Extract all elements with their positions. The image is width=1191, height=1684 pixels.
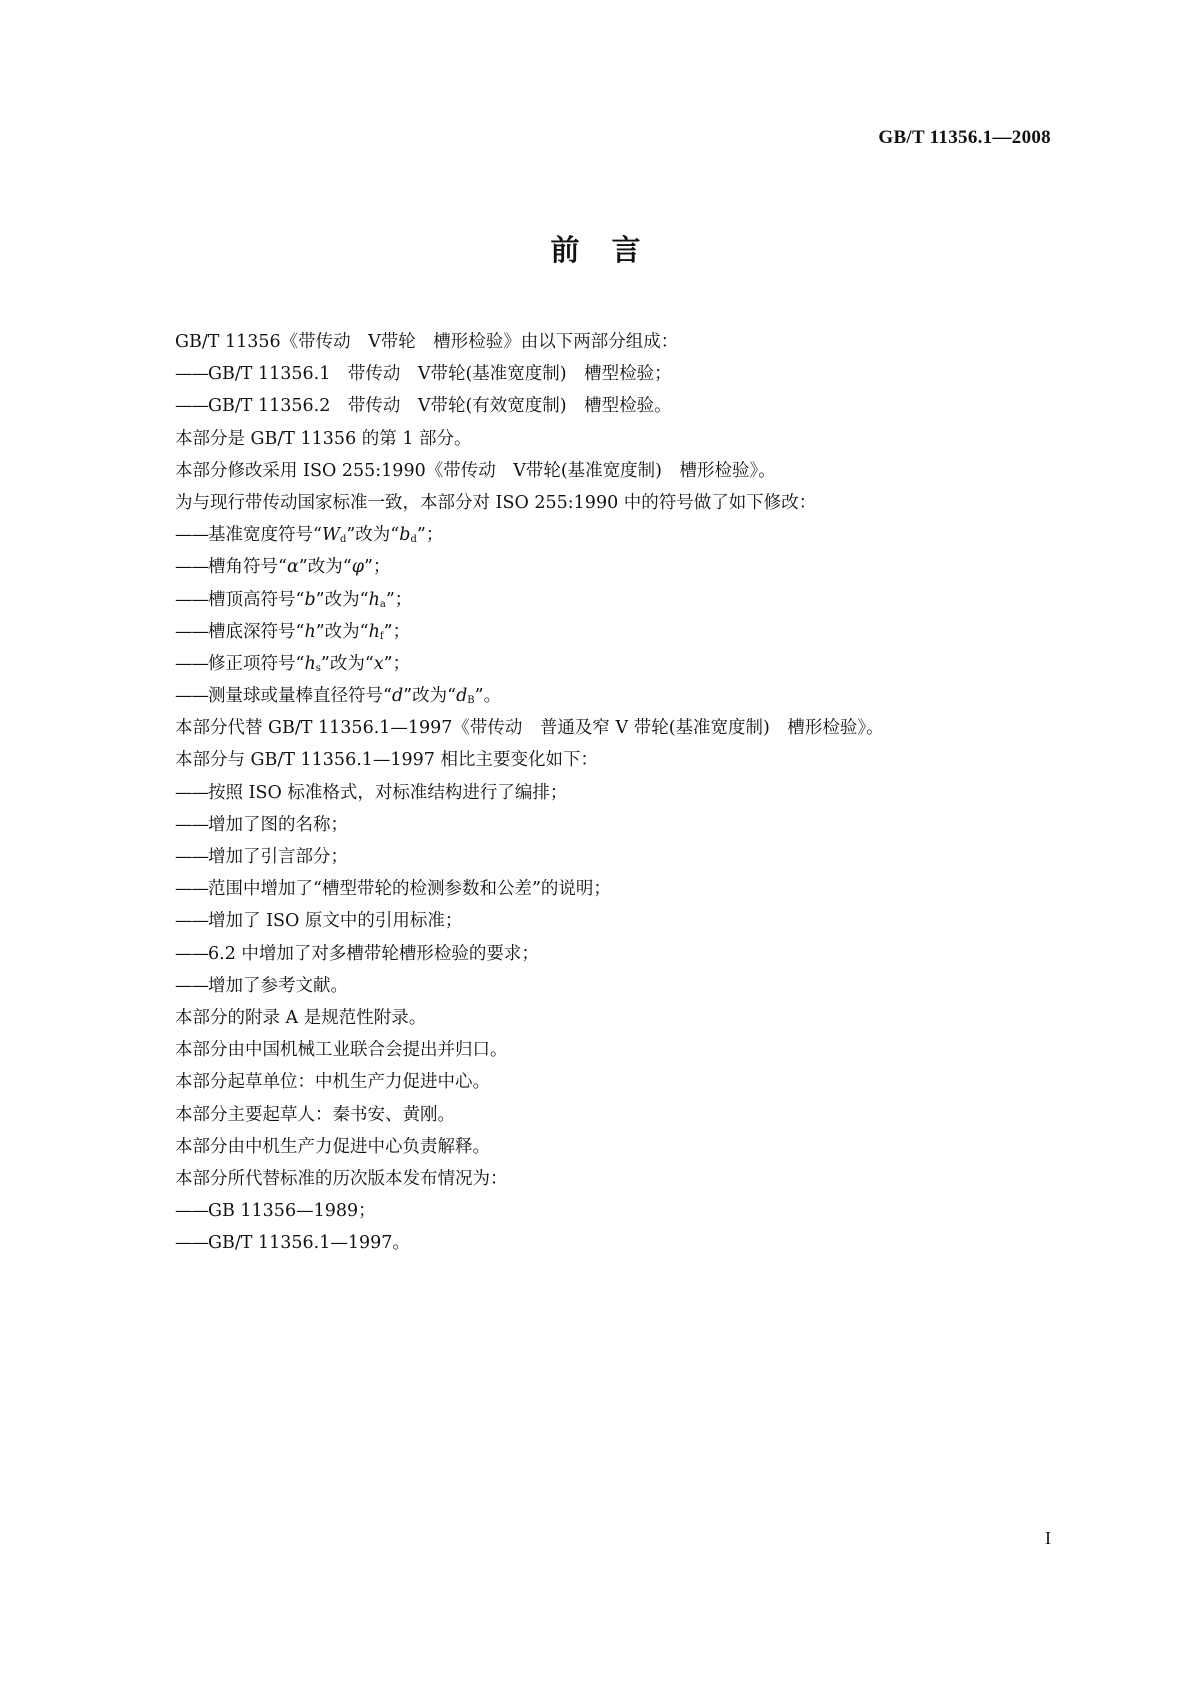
symbol-text-after: ”； [363, 557, 391, 578]
list-item [175, 841, 1055, 873]
new-symbol: x [373, 653, 384, 674]
old-symbol: h [304, 621, 316, 642]
em-dash: —— [175, 1233, 208, 1254]
paragraph: 为与现行带传动国家标准一致，本部分对 ISO 255:1990 中的符号做了如下修改： [175, 492, 817, 513]
list-item [175, 905, 1055, 937]
paragraph: 本部分的附录 A 是规范性附录。 [175, 1007, 427, 1028]
em-dash: —— [175, 589, 208, 610]
symbol-change-item [175, 616, 1055, 648]
symbol-change-item [175, 551, 1055, 583]
old-symbol: b [304, 589, 316, 610]
list-item-text: GB 11356—1989； [208, 1201, 376, 1222]
list-item [175, 873, 1055, 905]
new-symbol-subscript: B [467, 695, 475, 707]
symbol-text-after: ”； [385, 589, 413, 610]
paragraph: 本部分由中国机械工业联合会提出并归口。 [175, 1040, 508, 1061]
symbol-text-before: 槽角符号“ [208, 557, 287, 578]
em-dash: —— [175, 911, 208, 932]
new-symbol: d [456, 686, 468, 707]
list-item [175, 809, 1055, 841]
paragraph: 本部分起草单位：中机生产力促进中心。 [175, 1072, 490, 1093]
old-symbol: W [321, 525, 340, 546]
list-item [175, 1195, 1055, 1227]
old-symbol-subscript: d [339, 534, 347, 546]
old-symbol: α [286, 557, 299, 578]
symbol-text-mid: ”改为“ [346, 525, 400, 546]
list-item-text: GB/T 11356.1 带传动 V带轮(基准宽度制) 槽型检验； [208, 364, 672, 385]
list-item [175, 938, 1055, 970]
new-symbol-subscript: d [410, 534, 417, 546]
list-item [175, 777, 1055, 809]
em-dash: —— [175, 621, 208, 642]
new-symbol: φ [351, 557, 364, 578]
page-number: I [1045, 1528, 1051, 1548]
paragraph: 本部分是 GB/T 11356 的第 1 部分。 [175, 428, 472, 449]
symbol-change-item [175, 584, 1055, 616]
paragraph: 本部分修改采用 ISO 255:1990《带传动 V带轮(基准宽度制) 槽形检验》。 [175, 460, 776, 481]
list-item [175, 1227, 1055, 1259]
em-dash: —— [175, 364, 208, 385]
old-symbol: h [304, 653, 316, 674]
list-item-text: 增加了图的名称； [208, 814, 348, 835]
symbol-change-item [175, 519, 1055, 551]
symbol-text-after: ”； [383, 653, 411, 674]
paragraph: 本部分与 GB/T 11356.1—1997 相比主要变化如下： [175, 750, 598, 771]
symbol-change-item [175, 680, 1055, 712]
symbol-text-before: 槽底深符号“ [208, 621, 305, 642]
em-dash: —— [175, 686, 208, 707]
em-dash: —— [175, 1201, 208, 1222]
new-symbol-subscript: f [379, 630, 384, 642]
list-item-text: 范围中增加了“槽型带轮的检测参数和公差”的说明； [208, 879, 611, 900]
symbol-text-mid: ”改为“ [315, 589, 369, 610]
symbol-text-after: ”； [416, 525, 444, 546]
old-symbol-subscript: s [315, 662, 321, 674]
new-symbol: h [368, 589, 380, 610]
paragraph: 本部分主要起草人：秦书安、黄刚。 [175, 1104, 455, 1125]
list-item-text: 增加了引言部分； [208, 847, 348, 867]
paragraph: 本部分由中机生产力促进中心负责解释。 [175, 1136, 490, 1157]
em-dash: —— [175, 653, 208, 674]
symbol-text-before: 修正项符号“ [208, 653, 305, 674]
paragraph: 本部分代替 GB/T 11356.1—1997《带传动 普通及窄 V 带轮(基准宽度制) 槽形检验》。 [175, 718, 884, 739]
symbol-text-mid: ”改为“ [320, 653, 374, 674]
em-dash: —— [175, 814, 208, 835]
symbol-text-mid: ”改为“ [315, 621, 369, 642]
list-item-text: 6.2 中增加了对多槽带轮槽形检验的要求； [208, 943, 539, 964]
em-dash: —— [175, 975, 208, 996]
symbol-text-mid: ”改为“ [298, 557, 352, 578]
list-item [175, 390, 1055, 422]
em-dash: —— [175, 847, 208, 867]
em-dash: —— [175, 396, 208, 417]
paragraph: 本部分所代替标准的历次版本发布情况为： [175, 1168, 508, 1189]
list-item [175, 358, 1055, 390]
symbol-text-before: 槽顶高符号“ [208, 589, 305, 610]
document-code: GB/T 11356.1—2008 [878, 127, 1051, 148]
paragraph: GB/T 11356《带传动 V带轮 槽形检验》由以下两部分组成： [175, 332, 679, 352]
list-item-text: GB/T 11356.1—1997。 [208, 1233, 410, 1254]
em-dash: —— [175, 525, 208, 546]
list-item-text: 增加了参考文献。 [208, 975, 348, 996]
list-item [175, 970, 1055, 1002]
symbol-text-after: ”； [383, 621, 411, 642]
foreword-body [175, 326, 1055, 1259]
new-symbol-subscript: a [379, 598, 386, 610]
symbol-text-after: ”。 [474, 686, 502, 707]
list-item-text: GB/T 11356.2 带传动 V带轮(有效宽度制) 槽型检验。 [208, 396, 672, 417]
em-dash: —— [175, 557, 208, 578]
page-title: 前言 [550, 233, 673, 267]
old-symbol: d [391, 686, 404, 707]
em-dash: —— [175, 782, 208, 803]
em-dash: —— [175, 879, 208, 900]
symbol-text-before: 基准宽度符号“ [208, 525, 322, 546]
list-item-text: 按照 ISO 标准格式，对标准结构进行了编排； [208, 782, 568, 803]
new-symbol: h [368, 621, 380, 642]
new-symbol: b [399, 525, 411, 546]
em-dash: —— [175, 943, 208, 964]
symbol-change-item [175, 648, 1055, 680]
symbol-text-mid: ”改为“ [403, 686, 457, 707]
symbol-text-before: 测量球或量棒直径符号“ [208, 686, 392, 707]
list-item-text: 增加了 ISO 原文中的引用标准； [208, 911, 463, 932]
